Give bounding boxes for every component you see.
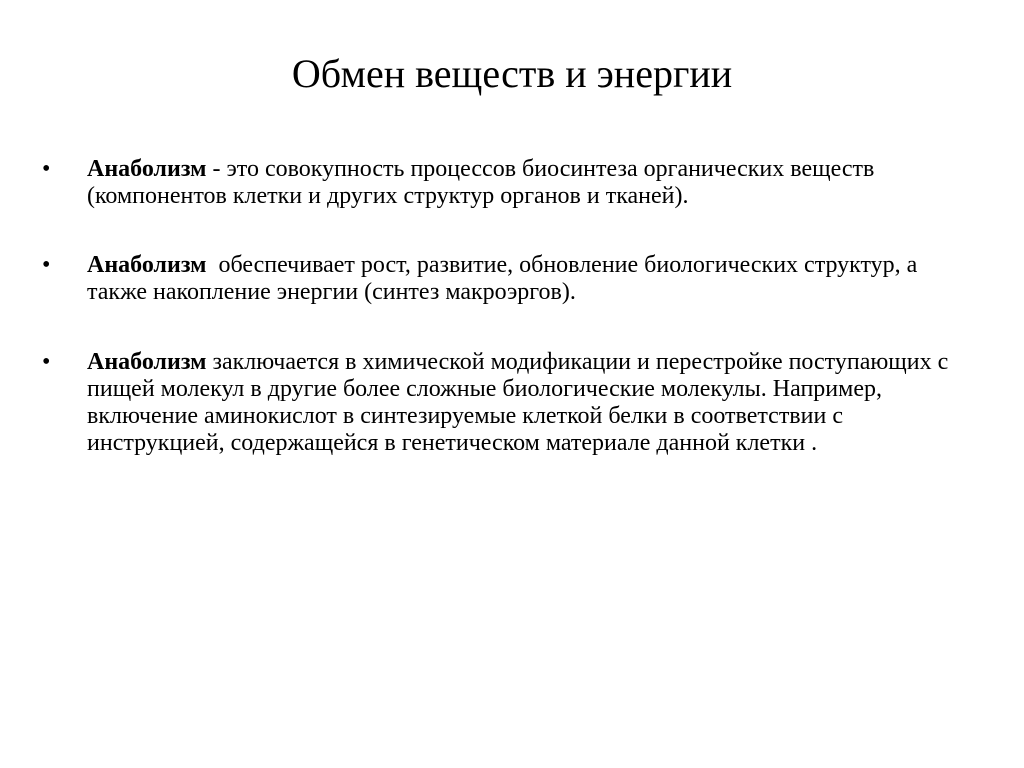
bullet-item-1	[42, 156, 982, 210]
bullet-term: Анаболизм	[87, 349, 207, 375]
bullet-text: обеспечивает рост, развитие, обновление биологических структур, а также накопление энергии (синтез макроэргов).	[87, 252, 924, 305]
slide-title: Обмен веществ и энергии	[291, 51, 733, 96]
bullet-point-icon: •	[42, 156, 51, 182]
bullet-text: - это совокупность процессов биосинтеза органических веществ (компонентов клетки и других структур органов и тканей).	[87, 156, 875, 209]
bullet-term: Анаболизм	[87, 252, 207, 278]
bullet-point-icon: •	[42, 252, 51, 278]
bullet-item-3	[42, 349, 982, 457]
bullet-list	[42, 156, 982, 499]
bullet-term: Анаболизм	[87, 156, 207, 182]
bullet-item-2	[42, 252, 982, 306]
bullet-text: заключается в химической модификации и перестройке поступающих с пищей молекул в другие более сложные биологические молекулы. Например, включение аминокислот в синтезируемые клеткой белки в соответствии с инструкцией, содержащейся в генетическом материале данной клетки .	[87, 349, 949, 456]
bullet-point-icon: •	[42, 349, 51, 375]
